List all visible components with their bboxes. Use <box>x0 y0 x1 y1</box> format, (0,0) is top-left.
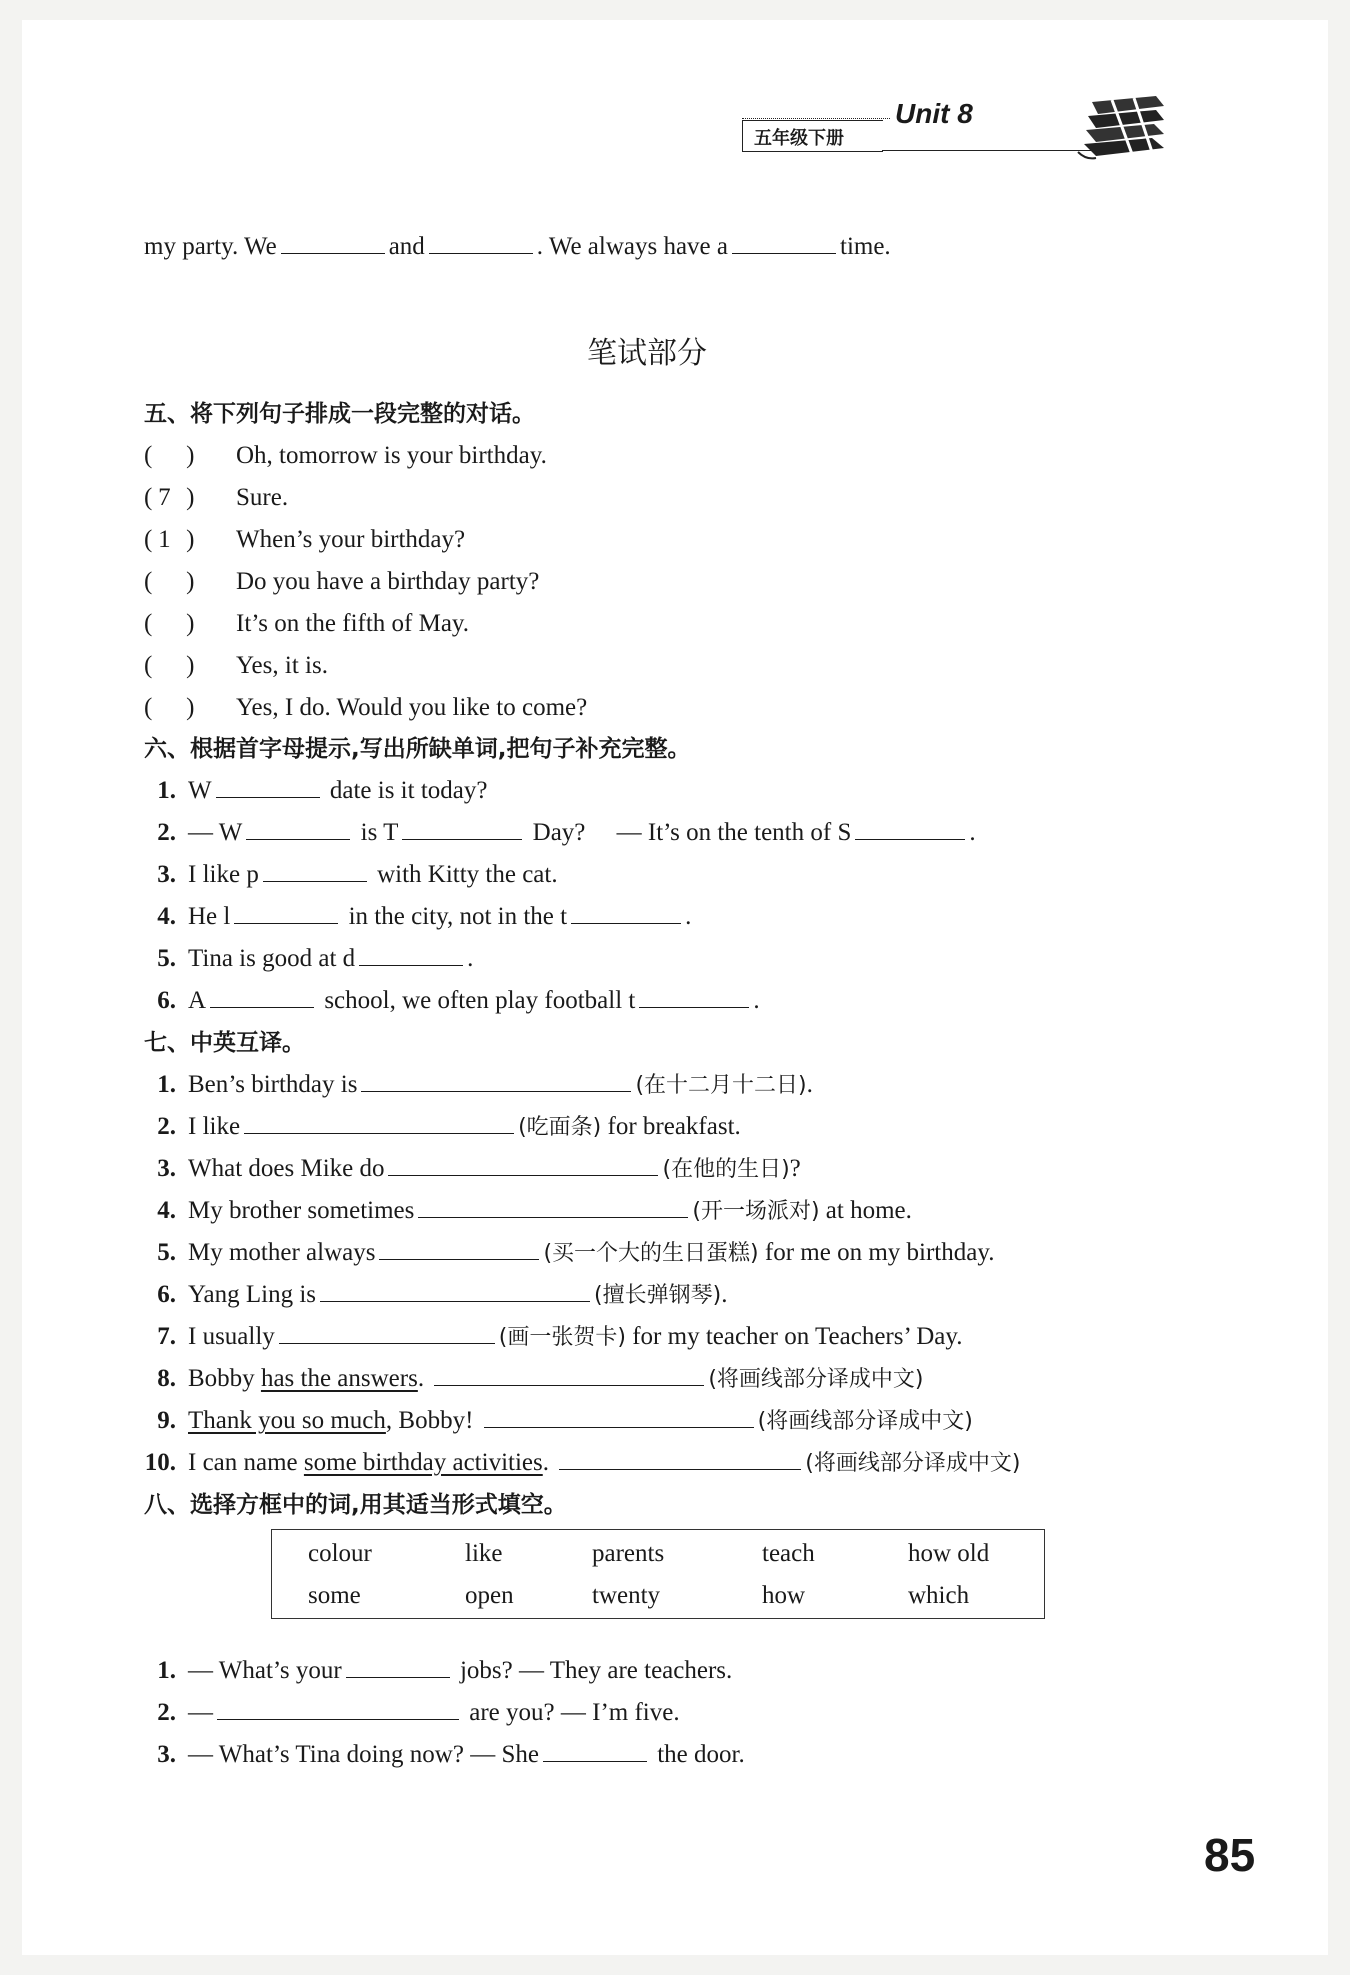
s5-item: ( ) Do you have a birthday party? <box>144 568 540 595</box>
word-how-old: how old <box>908 1540 990 1567</box>
s7-q10: 10. I can name some birthday activities. (将画线部分译成中文) <box>144 1449 1021 1476</box>
word-open: open <box>465 1582 514 1609</box>
s7-q6: 6. Yang Ling is (擅长弹钢琴). <box>157 1281 728 1308</box>
s6-q1: 1. W date is it today? <box>157 777 488 804</box>
s8-q1: 1. — What’s your jobs? — They are teachers. <box>157 1657 733 1684</box>
worksheet-page <box>22 20 1328 1955</box>
word-box <box>271 1529 1045 1619</box>
book-stack-icon <box>1072 86 1172 166</box>
s5-sentence: Oh, tomorrow is your birthday. <box>236 442 547 469</box>
word-some: some <box>308 1582 361 1609</box>
word-colour: colour <box>308 1540 372 1567</box>
s5-sentence: It’s on the fifth of May. <box>236 610 470 637</box>
s7-q8: 8. Bobby has the answers. (将画线部分译成中文) <box>157 1365 924 1392</box>
s5-item: ( 7 ) Sure. <box>144 481 288 515</box>
s5-sentence: Yes, I do. Would you like to come? <box>236 694 588 721</box>
s5-order-value: 7 <box>158 484 171 511</box>
s5-item: ( ) Yes, it is. <box>144 652 328 679</box>
s7-q7: 7. I usually (画一张贺卡) for my teacher on Teachers’ Day. <box>157 1323 963 1350</box>
word-teach: teach <box>762 1540 815 1567</box>
s6-q2: 2. — W is T Day? — It’s on the tenth of S . <box>157 819 976 846</box>
header-unit: Unit 8 <box>895 98 973 129</box>
word-which: which <box>908 1582 970 1609</box>
section-title: 笔试部分 <box>587 336 707 371</box>
word-like: like <box>465 1540 503 1567</box>
s6-title: 六、根据首字母提示,写出所缺单词,把句子补充完整。 <box>144 736 691 762</box>
s7-title: 七、中英互译。 <box>144 1030 305 1056</box>
s5-sentence: Sure. <box>236 484 289 511</box>
s6-q6: 6. A school, we often play football t . <box>157 987 760 1014</box>
s7-q3: 3. What does Mike do (在他的生日)? <box>157 1155 801 1182</box>
s5-sentence: Do you have a birthday party? <box>236 568 540 595</box>
s7-q5: 5. My mother always (买一个大的生日蛋糕) for me on my birthday. <box>157 1239 995 1266</box>
s7-q9: 9. Thank you so much, Bobby! (将画线部分译成中文) <box>157 1407 973 1434</box>
s8-q3: 3. — What’s Tina doing now? — She the door. <box>157 1741 745 1768</box>
s5-item: ( 1 ) When’s your birthday? <box>144 523 465 557</box>
header-dot-line <box>742 118 890 119</box>
header-grade: 五年级下册 <box>754 128 844 149</box>
s7-q2: 2. I like (吃面条) for breakfast. <box>157 1113 741 1140</box>
s8-q2: 2. — are you? — I’m five. <box>157 1699 680 1726</box>
s6-q5: 5. Tina is good at d . <box>157 945 474 972</box>
s5-sentence: When’s your birthday? <box>236 526 466 553</box>
header-rule <box>882 150 1102 151</box>
s7-q4: 4. My brother sometimes (开一场派对) at home. <box>157 1197 912 1224</box>
s5-order-value: 1 <box>158 526 171 553</box>
s5-sentence: Yes, it is. <box>236 652 328 679</box>
word-twenty: twenty <box>592 1582 661 1609</box>
top-sentence: my party. We and . We always have a time. <box>144 233 891 260</box>
word-parents: parents <box>592 1540 665 1567</box>
s5-item: ( ) Oh, tomorrow is your birthday. <box>144 442 547 469</box>
s6-q4: 4. He l in the city, not in the t . <box>157 903 692 930</box>
s5-item: ( ) Yes, I do. Would you like to come? <box>144 694 588 721</box>
page-number: 85 <box>1204 1829 1256 1881</box>
s8-title: 八、选择方框中的词,用其适当形式填空。 <box>144 1492 567 1518</box>
s6-q3: 3. I like p with Kitty the cat. <box>157 861 558 888</box>
word-how: how <box>762 1582 806 1609</box>
s5-item: ( ) It’s on the fifth of May. <box>144 610 470 637</box>
s5-title: 五、将下列句子排成一段完整的对话。 <box>144 401 535 427</box>
s7-q1: 1. Ben’s birthday is (在十二月十二日). <box>157 1071 813 1098</box>
